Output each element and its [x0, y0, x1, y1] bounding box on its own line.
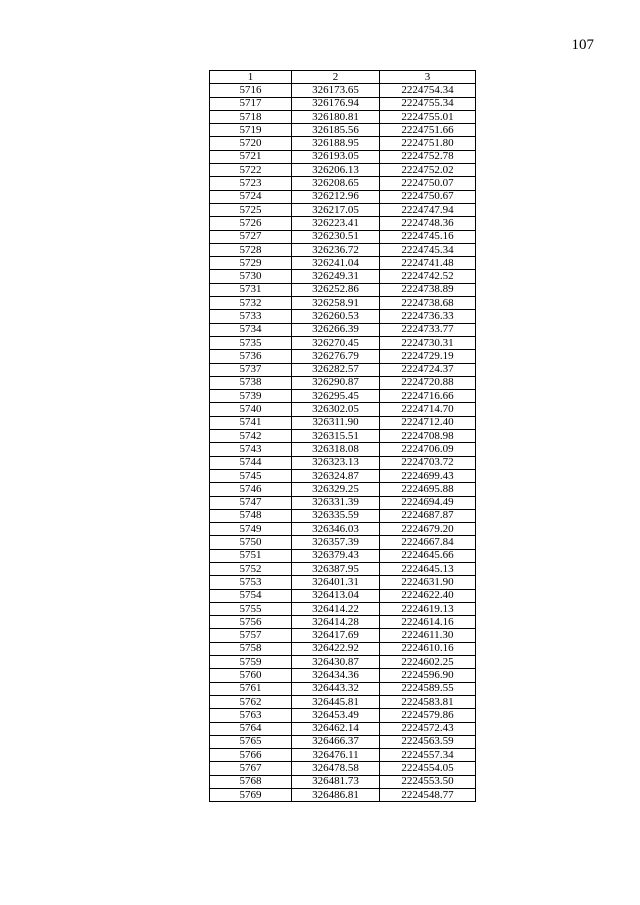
point-number-cell: 5769: [210, 789, 292, 802]
x-coordinate-cell: 326414.22: [292, 602, 380, 615]
x-coordinate-cell: 326206.13: [292, 164, 380, 177]
point-number-cell: 5750: [210, 536, 292, 549]
table-row: [210, 363, 476, 376]
point-number-cell: 5763: [210, 709, 292, 722]
table-row: [210, 762, 476, 775]
table-row: [210, 336, 476, 349]
point-number-cell: 5753: [210, 576, 292, 589]
x-coordinate-cell: 326302.05: [292, 403, 380, 416]
point-number-cell: 5740: [210, 403, 292, 416]
x-coordinate-cell: 326188.95: [292, 137, 380, 150]
point-number-cell: 5768: [210, 775, 292, 788]
x-coordinate-cell: 326329.25: [292, 483, 380, 496]
table-row: [210, 642, 476, 655]
y-coordinate-cell: 2224563.59: [380, 735, 476, 748]
table-row: [210, 469, 476, 482]
point-number-cell: 5731: [210, 283, 292, 296]
x-coordinate-cell: 326387.95: [292, 562, 380, 575]
x-coordinate-cell: 326236.72: [292, 243, 380, 256]
point-number-cell: 5748: [210, 509, 292, 522]
table-row: [210, 456, 476, 469]
point-number-cell: 5752: [210, 562, 292, 575]
table-row: [210, 589, 476, 602]
y-coordinate-cell: 2224695.88: [380, 483, 476, 496]
table-row: [210, 629, 476, 642]
point-number-cell: 5758: [210, 642, 292, 655]
x-coordinate-cell: 326208.65: [292, 177, 380, 190]
point-number-cell: 5725: [210, 203, 292, 216]
x-coordinate-cell: 326295.45: [292, 390, 380, 403]
point-number-cell: 5760: [210, 669, 292, 682]
point-number-cell: 5734: [210, 323, 292, 336]
point-number-cell: 5717: [210, 97, 292, 110]
y-coordinate-cell: 2224712.40: [380, 416, 476, 429]
table-row: [210, 403, 476, 416]
point-number-cell: 5735: [210, 336, 292, 349]
point-number-cell: 5743: [210, 443, 292, 456]
y-coordinate-cell: 2224557.34: [380, 749, 476, 762]
point-number-cell: 5765: [210, 735, 292, 748]
x-coordinate-cell: 326466.37: [292, 735, 380, 748]
x-coordinate-cell: 326434.36: [292, 669, 380, 682]
y-coordinate-cell: 2224614.16: [380, 616, 476, 629]
table-row: [210, 203, 476, 216]
point-number-cell: 5727: [210, 230, 292, 243]
table-row: [210, 789, 476, 802]
table-row: [210, 177, 476, 190]
point-number-cell: 5737: [210, 363, 292, 376]
x-coordinate-cell: 326311.90: [292, 416, 380, 429]
table-row: [210, 656, 476, 669]
x-coordinate-cell: 326453.49: [292, 709, 380, 722]
x-coordinate-cell: 326324.87: [292, 469, 380, 482]
table-row: [210, 536, 476, 549]
point-number-cell: 5741: [210, 416, 292, 429]
x-coordinate-cell: 326223.41: [292, 217, 380, 230]
x-coordinate-cell: 326478.58: [292, 762, 380, 775]
table-row: [210, 483, 476, 496]
y-coordinate-cell: 2224645.66: [380, 549, 476, 562]
y-coordinate-cell: 2224754.34: [380, 84, 476, 97]
y-coordinate-cell: 2224755.34: [380, 97, 476, 110]
table-row: [210, 84, 476, 97]
y-coordinate-cell: 2224750.07: [380, 177, 476, 190]
point-number-cell: 5767: [210, 762, 292, 775]
point-number-cell: 5722: [210, 164, 292, 177]
y-coordinate-cell: 2224724.37: [380, 363, 476, 376]
point-number-cell: 5716: [210, 84, 292, 97]
table-row: [210, 669, 476, 682]
page-number: 107: [571, 37, 594, 53]
table-row: [210, 230, 476, 243]
point-number-cell: 5744: [210, 456, 292, 469]
x-coordinate-cell: 326331.39: [292, 496, 380, 509]
x-coordinate-cell: 326445.81: [292, 695, 380, 708]
x-coordinate-cell: 326413.04: [292, 589, 380, 602]
point-number-cell: 5755: [210, 602, 292, 615]
table-row: [210, 602, 476, 615]
x-coordinate-cell: 326318.08: [292, 443, 380, 456]
y-coordinate-cell: 2224752.02: [380, 164, 476, 177]
x-coordinate-cell: 326481.73: [292, 775, 380, 788]
column-header: 2: [292, 71, 380, 84]
point-number-cell: 5764: [210, 722, 292, 735]
x-coordinate-cell: 326379.43: [292, 549, 380, 562]
table-row: [210, 297, 476, 310]
point-number-cell: 5746: [210, 483, 292, 496]
y-coordinate-cell: 2224579.86: [380, 709, 476, 722]
x-coordinate-cell: 326443.32: [292, 682, 380, 695]
y-coordinate-cell: 2224548.77: [380, 789, 476, 802]
point-number-cell: 5745: [210, 469, 292, 482]
table-row: [210, 722, 476, 735]
table-row: [210, 190, 476, 203]
y-coordinate-cell: 2224572.43: [380, 722, 476, 735]
y-coordinate-cell: 2224736.33: [380, 310, 476, 323]
point-number-cell: 5749: [210, 523, 292, 536]
y-coordinate-cell: 2224755.01: [380, 110, 476, 123]
table-row: [210, 137, 476, 150]
table-row: [210, 709, 476, 722]
table-row: [210, 443, 476, 456]
table-row: [210, 110, 476, 123]
y-coordinate-cell: 2224716.66: [380, 390, 476, 403]
y-coordinate-cell: 2224687.87: [380, 509, 476, 522]
table-row: [210, 735, 476, 748]
point-number-cell: 5723: [210, 177, 292, 190]
y-coordinate-cell: 2224619.13: [380, 602, 476, 615]
table-row: [210, 350, 476, 363]
y-coordinate-cell: 2224679.20: [380, 523, 476, 536]
point-number-cell: 5762: [210, 695, 292, 708]
y-coordinate-cell: 2224708.98: [380, 430, 476, 443]
point-number-cell: 5747: [210, 496, 292, 509]
x-coordinate-cell: 326290.87: [292, 376, 380, 389]
point-number-cell: 5766: [210, 749, 292, 762]
table-body: [210, 84, 476, 802]
table-row: [210, 270, 476, 283]
table-row: [210, 310, 476, 323]
point-number-cell: 5759: [210, 656, 292, 669]
point-number-cell: 5724: [210, 190, 292, 203]
x-coordinate-cell: 326217.05: [292, 203, 380, 216]
point-number-cell: 5732: [210, 297, 292, 310]
point-number-cell: 5718: [210, 110, 292, 123]
table-row: [210, 164, 476, 177]
table-row: [210, 217, 476, 230]
table-row: [210, 616, 476, 629]
x-coordinate-cell: 326173.65: [292, 84, 380, 97]
x-coordinate-cell: 326282.57: [292, 363, 380, 376]
table-row: [210, 430, 476, 443]
table-row: [210, 283, 476, 296]
x-coordinate-cell: 326270.45: [292, 336, 380, 349]
x-coordinate-cell: 326266.39: [292, 323, 380, 336]
point-number-cell: 5728: [210, 243, 292, 256]
y-coordinate-cell: 2224622.40: [380, 589, 476, 602]
table-row: [210, 376, 476, 389]
point-number-cell: 5720: [210, 137, 292, 150]
table-row: [210, 682, 476, 695]
x-coordinate-cell: 326260.53: [292, 310, 380, 323]
x-coordinate-cell: 326241.04: [292, 257, 380, 270]
y-coordinate-cell: 2224596.90: [380, 669, 476, 682]
y-coordinate-cell: 2224738.89: [380, 283, 476, 296]
table-row: [210, 695, 476, 708]
point-number-cell: 5754: [210, 589, 292, 602]
y-coordinate-cell: 2224745.16: [380, 230, 476, 243]
table-row: [210, 150, 476, 163]
column-header: 3: [380, 71, 476, 84]
point-number-cell: 5736: [210, 350, 292, 363]
y-coordinate-cell: 2224742.52: [380, 270, 476, 283]
point-number-cell: 5729: [210, 257, 292, 270]
x-coordinate-cell: 326430.87: [292, 656, 380, 669]
y-coordinate-cell: 2224745.34: [380, 243, 476, 256]
x-coordinate-cell: 326346.03: [292, 523, 380, 536]
x-coordinate-cell: 326422.92: [292, 642, 380, 655]
x-coordinate-cell: 326212.96: [292, 190, 380, 203]
y-coordinate-cell: 2224747.94: [380, 203, 476, 216]
point-number-cell: 5726: [210, 217, 292, 230]
x-coordinate-cell: 326401.31: [292, 576, 380, 589]
point-number-cell: 5739: [210, 390, 292, 403]
y-coordinate-cell: 2224589.55: [380, 682, 476, 695]
y-coordinate-cell: 2224729.19: [380, 350, 476, 363]
y-coordinate-cell: 2224751.80: [380, 137, 476, 150]
x-coordinate-cell: 326476.11: [292, 749, 380, 762]
point-number-cell: 5756: [210, 616, 292, 629]
point-number-cell: 5742: [210, 430, 292, 443]
x-coordinate-cell: 326258.91: [292, 297, 380, 310]
x-coordinate-cell: 326185.56: [292, 124, 380, 137]
table-row: [210, 562, 476, 575]
y-coordinate-cell: 2224611.30: [380, 629, 476, 642]
table-row: [210, 549, 476, 562]
y-coordinate-cell: 2224730.31: [380, 336, 476, 349]
y-coordinate-cell: 2224694.49: [380, 496, 476, 509]
table-row: [210, 775, 476, 788]
y-coordinate-cell: 2224738.68: [380, 297, 476, 310]
y-coordinate-cell: 2224699.43: [380, 469, 476, 482]
y-coordinate-cell: 2224631.90: [380, 576, 476, 589]
point-number-cell: 5751: [210, 549, 292, 562]
table-row: [210, 496, 476, 509]
table-row: [210, 576, 476, 589]
y-coordinate-cell: 2224741.48: [380, 257, 476, 270]
x-coordinate-cell: 326315.51: [292, 430, 380, 443]
x-coordinate-cell: 326249.31: [292, 270, 380, 283]
x-coordinate-cell: 326414.28: [292, 616, 380, 629]
x-coordinate-cell: 326417.69: [292, 629, 380, 642]
y-coordinate-cell: 2224610.16: [380, 642, 476, 655]
x-coordinate-cell: 326230.51: [292, 230, 380, 243]
x-coordinate-cell: 326276.79: [292, 350, 380, 363]
y-coordinate-cell: 2224667.84: [380, 536, 476, 549]
y-coordinate-cell: 2224706.09: [380, 443, 476, 456]
coordinates-table: [209, 70, 476, 802]
y-coordinate-cell: 2224703.72: [380, 456, 476, 469]
y-coordinate-cell: 2224751.66: [380, 124, 476, 137]
y-coordinate-cell: 2224750.67: [380, 190, 476, 203]
y-coordinate-cell: 2224714.70: [380, 403, 476, 416]
table-row: [210, 323, 476, 336]
column-header: 1: [210, 71, 292, 84]
x-coordinate-cell: 326180.81: [292, 110, 380, 123]
y-coordinate-cell: 2224645.13: [380, 562, 476, 575]
table-row: [210, 509, 476, 522]
y-coordinate-cell: 2224602.25: [380, 656, 476, 669]
y-coordinate-cell: 2224752.78: [380, 150, 476, 163]
table-row: [210, 243, 476, 256]
table-header-row: [210, 71, 476, 84]
point-number-cell: 5730: [210, 270, 292, 283]
x-coordinate-cell: 326252.86: [292, 283, 380, 296]
x-coordinate-cell: 326323.13: [292, 456, 380, 469]
point-number-cell: 5721: [210, 150, 292, 163]
x-coordinate-cell: 326486.81: [292, 789, 380, 802]
table-row: [210, 749, 476, 762]
y-coordinate-cell: 2224720.88: [380, 376, 476, 389]
table-row: [210, 523, 476, 536]
table-row: [210, 390, 476, 403]
y-coordinate-cell: 2224553.50: [380, 775, 476, 788]
y-coordinate-cell: 2224583.81: [380, 695, 476, 708]
point-number-cell: 5761: [210, 682, 292, 695]
x-coordinate-cell: 326462.14: [292, 722, 380, 735]
y-coordinate-cell: 2224748.36: [380, 217, 476, 230]
table-row: [210, 124, 476, 137]
y-coordinate-cell: 2224733.77: [380, 323, 476, 336]
x-coordinate-cell: 326176.94: [292, 97, 380, 110]
table-row: [210, 97, 476, 110]
point-number-cell: 5757: [210, 629, 292, 642]
point-number-cell: 5733: [210, 310, 292, 323]
table-row: [210, 257, 476, 270]
point-number-cell: 5738: [210, 376, 292, 389]
table-row: [210, 416, 476, 429]
x-coordinate-cell: 326335.59: [292, 509, 380, 522]
x-coordinate-cell: 326193.05: [292, 150, 380, 163]
x-coordinate-cell: 326357.39: [292, 536, 380, 549]
point-number-cell: 5719: [210, 124, 292, 137]
y-coordinate-cell: 2224554.05: [380, 762, 476, 775]
